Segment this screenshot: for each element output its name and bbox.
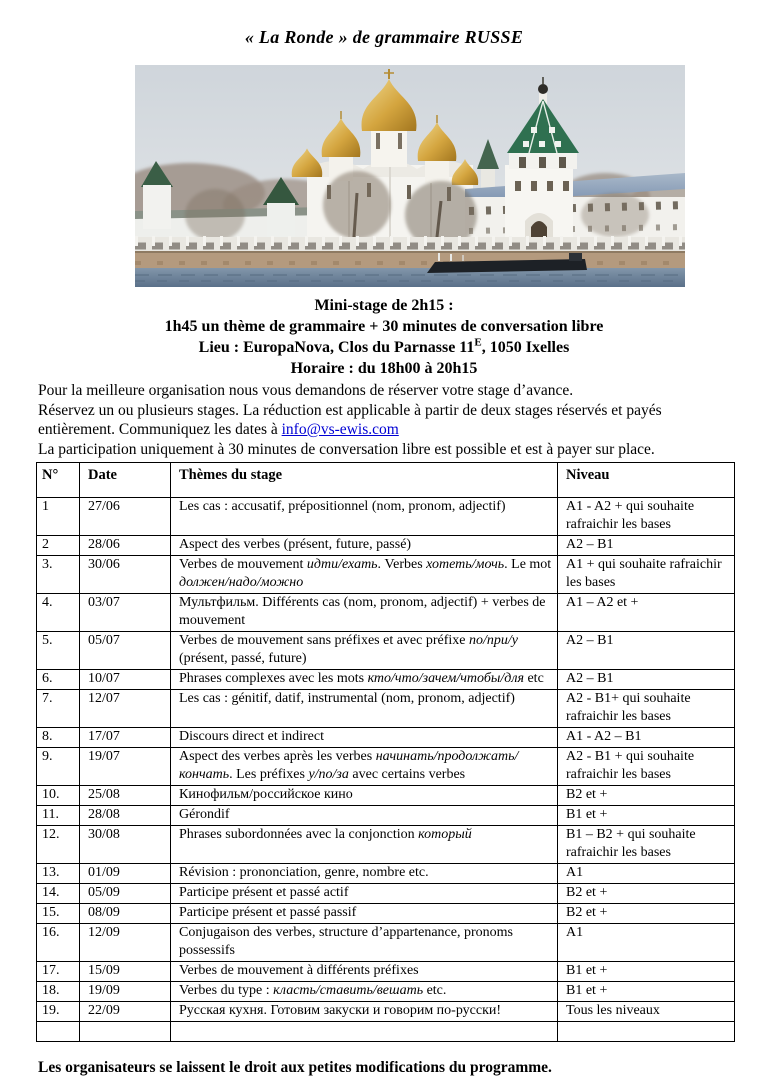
row-date-cell: 12/07 [80,690,171,728]
table-row [37,728,735,748]
row-theme-cell: Verbes de mouvement à différents préfixes [171,962,558,982]
table-row [37,806,735,826]
row-date-cell: 30/08 [80,826,171,864]
row-date-cell: 19/07 [80,748,171,786]
row-theme-cell: Discours direct et indirect [171,728,558,748]
row-number-cell: 13. [37,864,80,884]
row-niveau-cell: B1 et + [558,982,735,1002]
intro-line-location: Lieu : EuropaNova, Clos du Parnasse $11^E$, 1050 Ixelles [198,336,570,356]
row-date-cell: 01/09 [80,864,171,884]
row-theme-cell: Кинофильм/российское кино [171,786,558,806]
row-niveau-cell: B1 et + [558,962,735,982]
booking-notes [38,381,738,459]
row-number-cell: 7. [37,690,80,728]
row-date-cell: 10/07 [80,670,171,690]
row-number-cell: 8. [37,728,80,748]
row-number-cell: 19. [37,1002,80,1022]
table-row [37,1002,735,1022]
row-theme-cell [171,1022,558,1042]
intro-block [0,295,768,379]
header-date: Date [80,463,171,498]
river-water [135,268,685,287]
table-row [37,864,735,884]
row-niveau-cell: B1 – B2 + qui souhaite rafraichir les bases [558,826,735,864]
stage-table-body [37,498,735,1042]
row-niveau-cell: B1 et + [558,806,735,826]
row-number-cell: 12. [37,826,80,864]
row-number-cell: 1 [37,498,80,536]
row-date-cell: 25/08 [80,786,171,806]
row-number-cell: 15. [37,904,80,924]
row-number-cell: 3. [37,556,80,594]
table-row [37,498,735,536]
table-row [37,826,735,864]
row-niveau-cell [558,1022,735,1042]
row-theme-cell: Verbes de mouvement sans préfixes et avec préfixe по/при/у (présent, passé, future) [171,632,558,670]
row-number-cell: 9. [37,748,80,786]
row-number-cell: 6. [37,670,80,690]
stage-schedule-table [36,462,735,1042]
footer-disclaimer: Les organisateurs se laissent le droit aux petites modifications du programme. [38,1059,552,1076]
page-title: « La Ronde » de grammaire RUSSE [244,27,524,47]
table-row [37,904,735,924]
note-conversation: La participation uniquement à 30 minutes de conversation libre est possible et est à payer sur place. [38,440,655,458]
row-date-cell: 08/09 [80,904,171,924]
row-niveau-cell: A2 – B1 [558,632,735,670]
table-row [37,982,735,1002]
row-date-cell: 05/07 [80,632,171,670]
row-number-cell: 17. [37,962,80,982]
row-theme-cell: Les cas : génitif, datif, instrumental (nom, pronom, adjectif) [171,690,558,728]
row-theme-cell: Conjugaison des verbes, structure d’appartenance, pronoms possessifs [171,924,558,962]
intro-line-format: 1h45 un thème de grammaire + 30 minutes de conversation libre [164,318,604,335]
row-theme-cell: Gérondif [171,806,558,826]
row-date-cell: 12/09 [80,924,171,962]
note-reduction: Réservez un ou plusieurs stages. La réduction est applicable à partir de deux stages réservés et payés entièrement. Communiquez les dates à info@vs-ewis.com [38,401,662,438]
row-niveau-cell: B2 et + [558,884,735,904]
row-niveau-cell: A1 [558,864,735,884]
table-row [37,748,735,786]
floor-superscript: E [474,336,482,349]
row-theme-cell: Phrases subordonnées avec la conjonction который [171,826,558,864]
row-niveau-cell: A1 - A2 + qui souhaite rafraichir les bases [558,498,735,536]
intro-line-schedule: Horaire : du 18h00 à 20h15 [290,360,478,377]
row-theme-cell: Participe présent et passé passif [171,904,558,924]
table-row [37,536,735,556]
header-themes: Thèmes du stage [171,463,558,498]
row-number-cell: 2 [37,536,80,556]
row-theme-cell: Мультфильм. Différents cas (nom, pronom, adjectif) + verbes de mouvement [171,594,558,632]
row-number-cell: 14. [37,884,80,904]
row-number-cell: 5. [37,632,80,670]
row-date-cell: 28/06 [80,536,171,556]
row-date-cell: 17/07 [80,728,171,748]
row-theme-cell: Participe présent et passé actif [171,884,558,904]
row-number-cell: 4. [37,594,80,632]
row-number-cell: 18. [37,982,80,1002]
note-reserve: Pour la meilleure organisation nous vous demandons de réserver votre stage d’avance. [38,382,574,399]
table-row [37,594,735,632]
table-row [37,632,735,670]
table-row [37,670,735,690]
row-number-cell: 11. [37,806,80,826]
row-date-cell: 28/08 [80,806,171,826]
email-link[interactable]: info@vs-ewis.com [281,421,399,438]
monastery-illustration [135,65,685,287]
row-theme-cell: Verbes de mouvement идти/ехать. Verbes хотеть/мочь. Le mot должен/надо/можно [171,556,558,594]
row-niveau-cell: A2 - B1 + qui souhaite rafraichir les bases [558,748,735,786]
row-date-cell: 30/06 [80,556,171,594]
table-row [37,884,735,904]
row-date-cell: 03/07 [80,594,171,632]
row-theme-cell: Aspect des verbes après les verbes начинать/продолжать/кончать. Les préfixes у/по/за avec certains verbes [171,748,558,786]
row-niveau-cell: A1 + qui souhaite rafraichir les bases [558,556,735,594]
row-date-cell: 22/09 [80,1002,171,1022]
row-theme-cell: Русская кухня. Готовим закуски и говорим по-русски! [171,1002,558,1022]
table-row [37,556,735,594]
row-date-cell: 05/09 [80,884,171,904]
row-niveau-cell: A1 [558,924,735,962]
row-date-cell: 19/09 [80,982,171,1002]
row-niveau-cell: B2 et + [558,786,735,806]
intro-line-duration: Mini-stage de 2h15 : [314,297,454,314]
table-row [37,962,735,982]
row-niveau-cell: A2 – B1 [558,536,735,556]
header-number: N° [37,463,80,498]
row-theme-cell: Aspect des verbes (présent, future, passé) [171,536,558,556]
row-number-cell: 10. [37,786,80,806]
table-row [37,690,735,728]
row-niveau-cell: A1 – A2 et + [558,594,735,632]
table-row [37,924,735,962]
row-niveau-cell: A2 - B1+ qui souhaite rafraichir les bases [558,690,735,728]
row-theme-cell: Phrases complexes avec les mots кто/что/зачем/чтобы/для etc [171,670,558,690]
row-theme-cell: Les cas : accusatif, prépositionnel (nom, pronom, adjectif) [171,498,558,536]
monastery-photo [135,65,685,287]
row-niveau-cell: Tous les niveaux [558,1002,735,1022]
row-niveau-cell: A1 - A2 – B1 [558,728,735,748]
row-niveau-cell: A2 – B1 [558,670,735,690]
row-number-cell: 16. [37,924,80,962]
row-date-cell [80,1022,171,1042]
row-theme-cell: Révision : prononciation, genre, nombre etc. [171,864,558,884]
row-date-cell: 27/06 [80,498,171,536]
table-row [37,1022,735,1042]
table-row [37,786,735,806]
row-niveau-cell: B2 et + [558,904,735,924]
table-header-row [37,463,735,498]
row-theme-cell: Verbes du type : класть/ставить/вешать etc. [171,982,558,1002]
embankment [135,237,685,272]
row-date-cell: 15/09 [80,962,171,982]
row-number-cell [37,1022,80,1042]
header-niveau: Niveau [558,463,735,498]
